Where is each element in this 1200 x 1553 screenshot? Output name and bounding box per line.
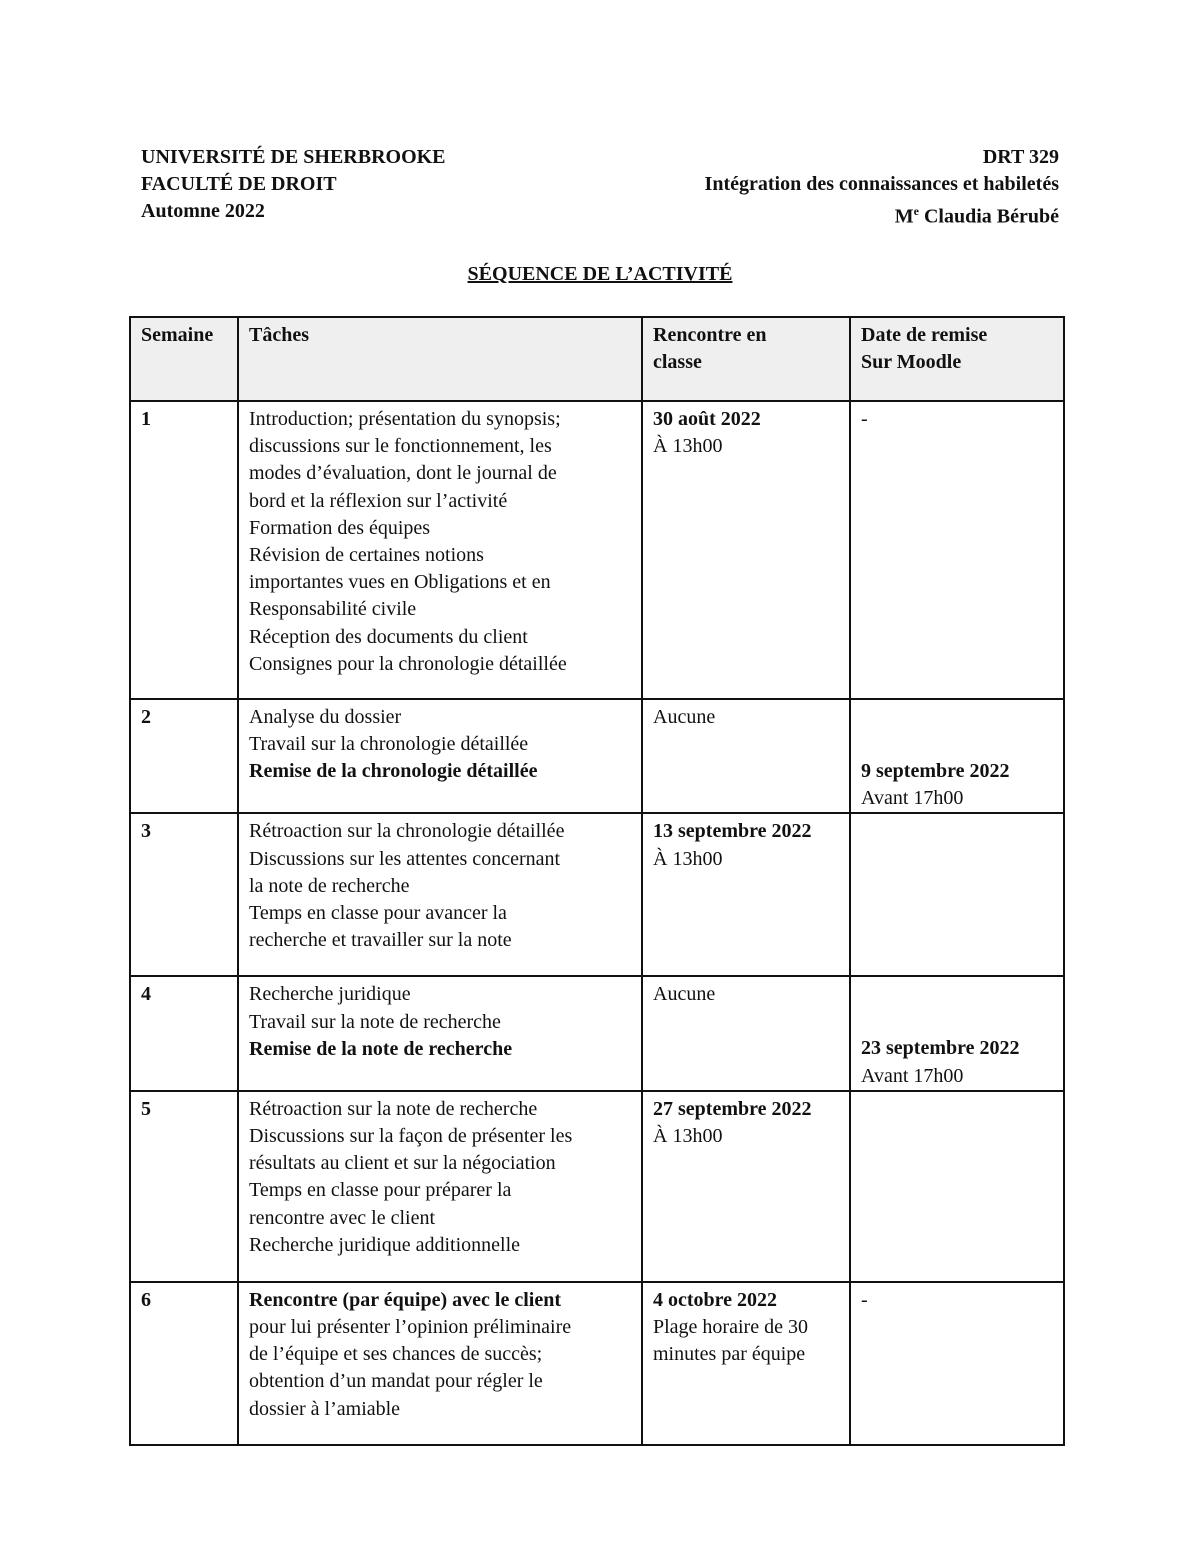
week-number: 5 [130, 1091, 238, 1282]
table-row [130, 699, 1064, 813]
meeting-cell: 30 août 2022 À 13h00 [642, 401, 850, 699]
week-number: 3 [130, 813, 238, 976]
deadline-cell: 9 septembre 2022 Avant 17h00 [850, 699, 1064, 813]
column-header-tasks: Tâches [238, 317, 642, 401]
sequence-table [129, 316, 1065, 1446]
deadline-cell: - [850, 1282, 1064, 1445]
table-row [130, 1091, 1064, 1282]
tasks-cell: Analyse du dossier Travail sur la chronologie détaillée Remise de la chronologie détaillée [238, 699, 642, 813]
tasks-cell: Introduction; présentation du synopsis; discussions sur le fonctionnement, les modes d’évaluation, dont le journal de bord et la réflexion sur l’activité Formation des équipes Révision de certaines notions importantes vues en Obligations et en Responsabilité civile Réception des documents du client Consignes pour la chronologie détaillée [238, 401, 642, 699]
deadline-cell [850, 813, 1064, 976]
course-code: DRT 329 [982, 146, 1059, 168]
table-row [130, 1282, 1064, 1445]
table-row [130, 401, 1064, 699]
column-header-deadline: Date de remise Sur Moodle [850, 317, 1064, 401]
week-number: 6 [130, 1282, 238, 1445]
deadline-cell: - [850, 401, 1064, 699]
week-number: 2 [130, 699, 238, 813]
document-header [141, 144, 1059, 231]
meeting-cell: Aucune [642, 976, 850, 1090]
page-title: SÉQUENCE DE L’ACTIVITÉ [467, 263, 733, 285]
meeting-cell: Aucune [642, 699, 850, 813]
week-number: 1 [130, 401, 238, 699]
tasks-cell: Rétroaction sur la note de recherche Discussions sur la façon de présenter les résultats au client et sur la négociation Temps en classe pour préparer la rencontre avec le client Recherche juridique additionnelle [238, 1091, 642, 1282]
faculty-name: FACULTÉ DE DROIT [141, 173, 337, 195]
course-title: Intégration des connaissances et habiletés [704, 173, 1059, 195]
meeting-cell: 4 octobre 2022 Plage horaire de 30 minutes par équipe [642, 1282, 850, 1445]
instructor: Me Claudia Bérubé [894, 204, 1059, 228]
semester: Automne 2022 [141, 200, 265, 222]
university-name: UNIVERSITÉ DE SHERBROOKE [141, 146, 446, 168]
table-header-row [130, 317, 1064, 401]
deadline-cell: 23 septembre 2022 Avant 17h00 [850, 976, 1064, 1090]
column-header-week: Semaine [130, 317, 238, 401]
week-number: 4 [130, 976, 238, 1090]
table-row [130, 976, 1064, 1090]
tasks-cell: Recherche juridique Travail sur la note de recherche Remise de la note de recherche [238, 976, 642, 1090]
tasks-cell: Rétroaction sur la chronologie détaillée Discussions sur les attentes concernant la note de recherche Temps en classe pour avancer la recherche et travailler sur la note [238, 813, 642, 976]
deadline-cell [850, 1091, 1064, 1282]
meeting-cell: 27 septembre 2022 À 13h00 [642, 1091, 850, 1282]
meeting-cell: 13 septembre 2022 À 13h00 [642, 813, 850, 976]
tasks-cell: Rencontre (par équipe) avec le client pour lui présenter l’opinion préliminaire de l’équipe et ses chances de succès; obtention d’un mandat pour régler le dossier à l’amiable [238, 1282, 642, 1445]
column-header-meeting: Rencontre en classe [642, 317, 850, 401]
table-row [130, 813, 1064, 976]
